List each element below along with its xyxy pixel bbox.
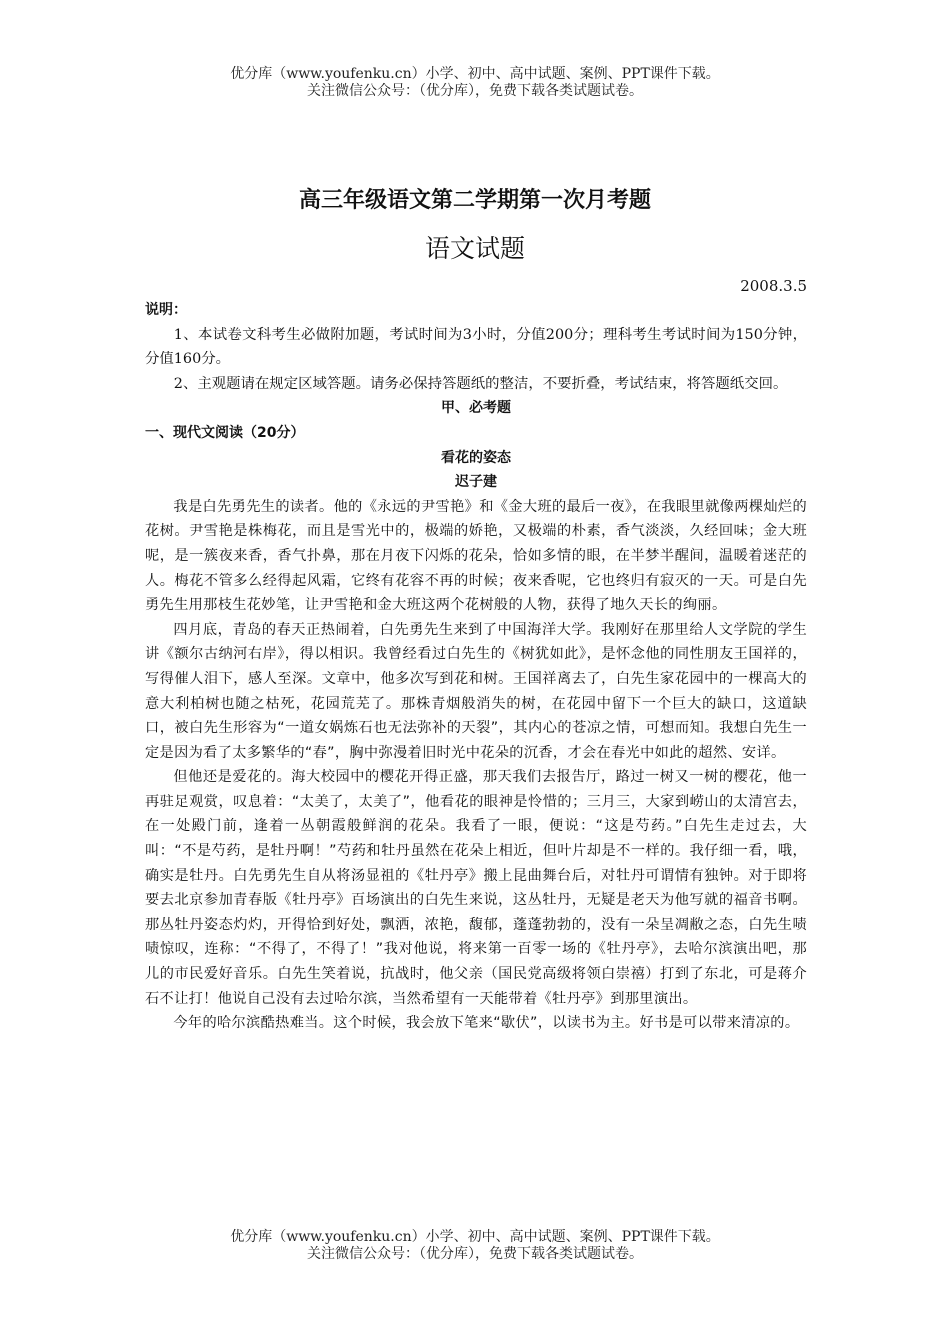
page-header — [0, 66, 950, 100]
article-paragraph-3: 但他还是爱花的。海大校园中的樱花开得正盛，那天我们去报告厅，路过一树又一树的樱花，他一再驻足观赏，叹息着：“太美了，太美了”，他看花的眼神是怜惜的；三月三，大家到崂山的太清宫去，在一处殿门前，逢着一丛朝霞般鲜润的花朵。我看了一眼，便说：“这是芍药。”白先生走过去，大叫：“不是芍药，是牡丹啊！”芍药和牡丹虽然在花朵上相近，但叶片却是不一样的。我仔细一看，哦，确实是牡丹。白先勇先生自从将汤显祖的《牡丹亭》搬上昆曲舞台后，对牡丹可谓情有独钟。对于即将要去北京参加青春版《牡丹亭》百场演出的白先生来说，这丛牡丹，无疑是老天为他写就的福音书啊。那丛牡丹姿态灼灼，开得恰到好处，飘洒，浓艳，馥郁，蓬蓬勃勃的，没有一朵呈凋敝之态，白先生啧啧惊叹，连称：“不得了，不得了！”我对他说，将来第一百零一场的《牡丹亭》，去哈尔滨演出吧，那儿的市民爱好音乐。白先生笑着说，抗战时，他父亲（国民党高级将领白崇禧）打到了东北，可是蒋介石不让打！他说自己没有去过哈尔滨，当然希望有一天能带着《牡丹亭》到那里演出。 — [145, 769, 807, 1007]
article-title: 看花的姿态 — [441, 449, 511, 466]
notes-item-2: 2、主观题请在规定区域答题。请务必保持答题纸的整洁，不要折叠，考试结束，将答题纸交回。 — [173, 375, 788, 392]
article-paragraph-2: 四月底，青岛的春天正热闹着，白先勇先生来到了中国海洋大学。我刚好在那里给人文学院的学生讲《额尔古纳河右岸》，得以相识。我曾经看过白先生的《树犹如此》，是怀念他的同性朋友王国祥的，写得催人泪下，感人至深。文章中，他多次写到花和树。王国祥离去了，白先生家花园中的一棵高大的意大利柏树也随之枯死，花园荒芜了。那株青烟般消失的树，在花园中留下一个巨大的缺口，这道缺口，被白先生形容为“一道女娲炼石也无法弥补的天裂”，其内心的苍凉之情，可想而知。我想白先生一定是因为看了太多繁华的“春”，胸中弥漫着旧时光中花朵的沉香，才会在春光中如此的超然、安详。 — [145, 621, 807, 761]
exam-subtitle: 语文试题 — [424, 234, 525, 263]
article-paragraph-4: 今年的哈尔滨酷热难当。这个时候，我会放下笔来“歇伏”，以读书为主。好书是可以带来清凉的。 — [173, 1015, 800, 1032]
notes-label: 说明： — [145, 302, 187, 318]
exam-title: 高三年级语文第二学期第一次月考题 — [298, 188, 651, 213]
footer-line-1: 优分库（www.youfenku.cn）小学、初中、高中试题、案例、PPT课件下载。 — [230, 1229, 720, 1245]
header-line-1: 优分库（www.youfenku.cn）小学、初中、高中试题、案例、PPT课件下载。 — [230, 66, 720, 82]
page-footer — [0, 1229, 950, 1263]
part-heading: 一、现代文阅读（20分） — [145, 424, 305, 441]
article-author: 迟子建 — [455, 474, 497, 491]
article-paragraph-1: 我是白先勇先生的读者。他的《永远的尹雪艳》和《金大班的最后一夜》，在我眼里就像两棵灿烂的花树。尹雪艳是株梅花，而且是雪光中的，极端的娇艳，又极端的朴素，香气淡淡，久经回味；金大班呢，是一簇夜来香，香气扑鼻，那在月夜下闪烁的花朵，恰如多情的眼，在半梦半醒间，温暖着迷茫的人。梅花不管多么经得起风霜，它终有花容不再的时候；夜来香呢，它也终归有寂灭的一天。可是白先勇先生用那枝生花妙笔，让尹雪艳和金大班这两个花树般的人物，获得了地久天长的绚丽。 — [145, 498, 807, 614]
exam-date: 2008.3.5 — [740, 277, 807, 295]
notes-item-1: 1、本试卷文科考生必做附加题，考试时间为3小时，分值200分；理科考生考试时间为150分钟，分值160分。 — [145, 326, 807, 368]
section-heading: 甲、必考题 — [441, 400, 511, 417]
header-line-2: 关注微信公众号：（优分库），免费下载各类试题试卷。 — [307, 83, 643, 99]
footer-line-2: 关注微信公众号：（优分库），免费下载各类试题试卷。 — [307, 1246, 643, 1262]
document-body — [145, 298, 807, 1036]
